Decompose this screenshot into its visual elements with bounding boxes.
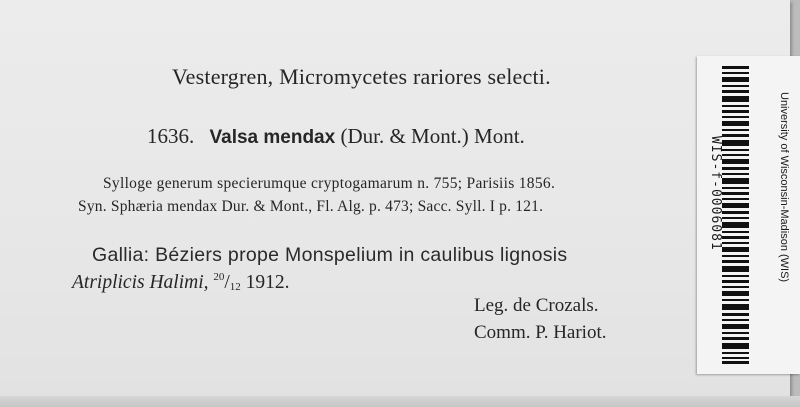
date-year: 1912.	[245, 272, 290, 293]
species-name: Valsa mendax	[209, 127, 336, 148]
date-month: 12	[229, 281, 241, 293]
barcode-institution: University of Wisconsin-Madison (WIS)	[778, 92, 790, 283]
host-date-line: Atriplicis Halimi, $^{20}/_{12}$ 1912.	[72, 271, 290, 293]
barcode-number: WIS-f-0006081	[708, 136, 723, 251]
series-title: Vestergren, Micromycetes rariores selecti.	[172, 64, 551, 89]
species-line	[147, 124, 525, 149]
reference-line-2: Syn. Sphæria mendax Dur. & Mont., Fl. Alg. p. 473; Sacc. Syll. I p. 121.	[78, 198, 544, 215]
host-name: Atriplicis Halimi,	[72, 272, 209, 293]
exsiccata-number: 1636.	[147, 124, 195, 148]
locality-line: Gallia: Béziers prope Monspelium in caulibus lignosis	[92, 244, 568, 266]
communicator-line: Comm. P. Hariot.	[474, 322, 607, 343]
barcode-icon	[722, 66, 749, 364]
reference-line-1: Sylloge generum specierumque cryptogamarum n. 755; Parisiis 1856.	[103, 175, 556, 192]
collector-line: Leg. de Crozals.	[474, 295, 599, 316]
date-day: 20	[213, 271, 225, 283]
species-author: (Dur. & Mont.) Mont.	[340, 124, 525, 148]
